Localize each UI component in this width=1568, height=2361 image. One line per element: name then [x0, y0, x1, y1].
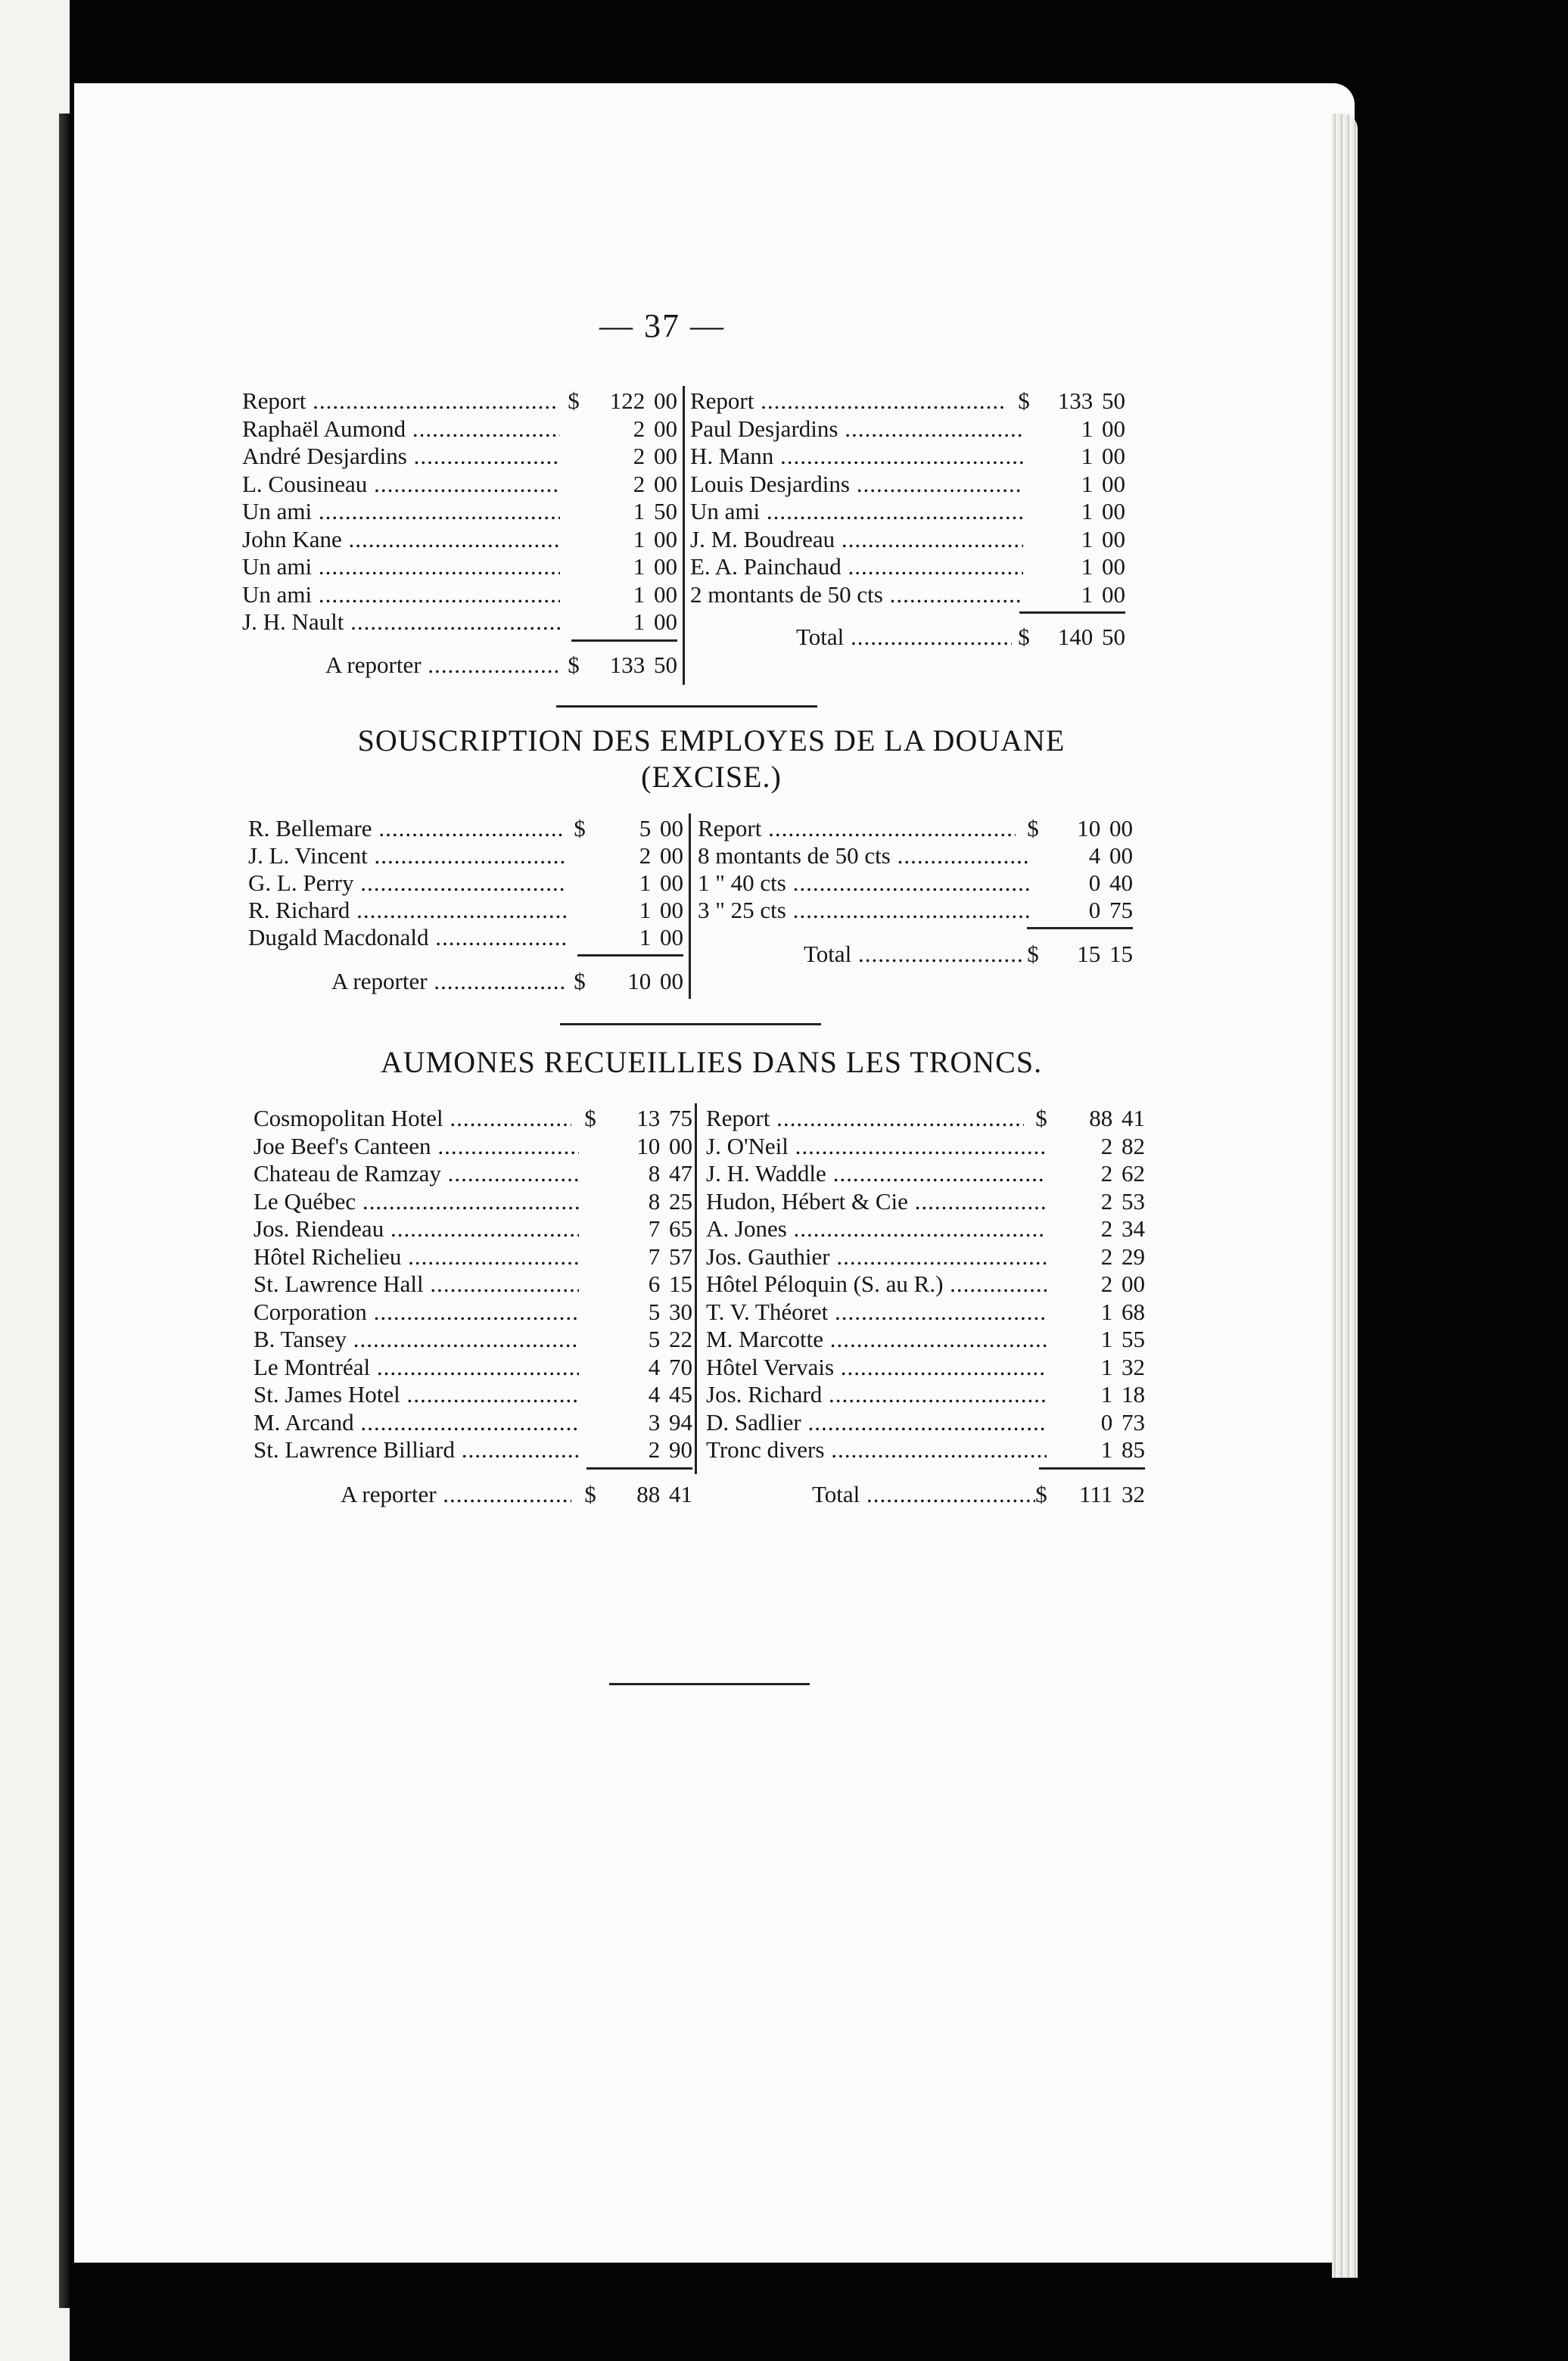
ledger-row [242, 607, 677, 637]
entry-amount: 140 50 [1057, 624, 1125, 650]
ledger-row [254, 1103, 692, 1134]
ledger-row [254, 1214, 692, 1244]
ledger-row [698, 841, 1133, 871]
entry-label: St. Lawrence Hall ..... [254, 1269, 579, 1299]
entry-label: Total ..... [796, 622, 1012, 652]
ledger-row [706, 1187, 1145, 1217]
entry-label: 2 montants de 50 cts ..... [690, 580, 1023, 610]
entry-amount: 4 70 [648, 1353, 692, 1380]
column-divider [689, 813, 691, 999]
entry-amount: 1 00 [633, 525, 677, 552]
ledger-row [248, 922, 683, 953]
entry-label: Jos. Riendeau ..... [254, 1214, 579, 1244]
carry-forward-row [325, 650, 677, 680]
entry-amount: 1 00 [639, 869, 683, 896]
ledger-row [706, 1324, 1145, 1355]
entry-amount: 1 00 [633, 608, 677, 635]
section-subtitle-excise: (EXCISE.) [641, 760, 782, 794]
entry-amount: 5 22 [648, 1326, 692, 1352]
entry-label: D. Sadlier ..... [706, 1408, 1047, 1438]
entry-label: M. Marcotte ..... [706, 1324, 1047, 1355]
entry-amount: 122 00 [609, 387, 677, 414]
ledger-row [706, 1131, 1145, 1162]
entry-amount: 2 90 [648, 1436, 692, 1463]
entry-amount: 0 73 [1100, 1408, 1145, 1436]
entry-label: Chateau de Ramzay ..... [254, 1159, 579, 1189]
entry-label: Hôtel Péloquin (S. au R.) ..... [706, 1269, 1047, 1299]
subtotal-rule [577, 954, 683, 957]
entry-amount: 1 00 [639, 924, 683, 950]
entry-amount: 2 00 [633, 470, 677, 497]
entry-amount: 2 00 [633, 443, 677, 469]
entry-amount: 15 15 [1077, 941, 1133, 967]
entry-label: G. L. Perry ..... [248, 868, 566, 898]
ledger-row [248, 868, 683, 898]
entry-amount: 5 30 [648, 1298, 692, 1325]
entry-amount: 4 45 [648, 1381, 692, 1408]
ledger-row [254, 1408, 692, 1438]
entry-label: L. Cousineau ..... [242, 469, 560, 499]
ledger-row [706, 1380, 1145, 1410]
entry-label: Jos. Gauthier ..... [706, 1242, 1047, 1272]
entry-amount: 1 32 [1100, 1353, 1145, 1380]
entry-amount: 2 62 [1100, 1160, 1145, 1187]
entry-amount: 2 00 [633, 415, 677, 442]
ledger-row [254, 1242, 692, 1272]
ledger-row [690, 414, 1125, 444]
entry-amount: 1 00 [1081, 470, 1125, 497]
entry-label: Total ..... [812, 1479, 1035, 1510]
carry-forward-row [331, 966, 683, 997]
ledger-row [254, 1324, 692, 1355]
ledger-row [242, 524, 677, 555]
entry-label: Hôtel Vervais ..... [706, 1352, 1047, 1383]
ledger-row [690, 469, 1125, 499]
entry-label: T. V. Théoret ..... [706, 1297, 1047, 1327]
dollar-sign: $ [584, 1480, 596, 1507]
entry-amount: 13 75 [636, 1105, 692, 1131]
column-divider [695, 1103, 697, 1474]
ledger-row [698, 813, 1133, 844]
entry-label: Cosmopolitan Hotel ..... [254, 1103, 571, 1134]
entry-label: J. L. Vincent ..... [248, 841, 566, 871]
section-divider [560, 1023, 821, 1025]
total-row [796, 622, 1125, 652]
entry-amount: 7 65 [648, 1215, 692, 1242]
entry-label: Un ami ..... [242, 552, 560, 582]
entry-label: Total ..... [804, 939, 1023, 969]
entry-label: Report ..... [698, 813, 1016, 844]
entry-amount: 1 50 [633, 498, 677, 524]
entry-amount: 133 50 [609, 651, 677, 678]
entry-amount: 1 00 [1081, 525, 1125, 552]
entry-amount: 2 00 [639, 842, 683, 869]
dollar-sign: $ [568, 387, 580, 414]
total-row [804, 939, 1133, 969]
ledger-row [254, 1159, 692, 1189]
section-title-douane: SOUSCRIPTION DES EMPLOYES DE LA DOUANE [357, 723, 1066, 757]
entry-label: B. Tansey ..... [254, 1324, 579, 1355]
ledger-row [706, 1408, 1145, 1438]
ledger-row [706, 1297, 1145, 1327]
entry-amount: 1 00 [633, 553, 677, 580]
ledger-row [690, 496, 1125, 527]
ledger-row [706, 1214, 1145, 1244]
ledger-row [242, 580, 677, 610]
entry-amount: 5 00 [639, 815, 683, 841]
ledger-row [242, 441, 677, 471]
ledger-row [242, 414, 677, 444]
entry-label: J. M. Boudreau ..... [690, 524, 1023, 555]
total-rule [1019, 611, 1125, 614]
dollar-sign: $ [1035, 1480, 1047, 1507]
entry-amount: 88 41 [1089, 1105, 1145, 1131]
entry-amount: 3 94 [648, 1408, 692, 1436]
entry-label: Louis Desjardins ..... [690, 469, 1023, 499]
ledger-row [242, 552, 677, 582]
entry-label: E. A. Painchaud ..... [690, 552, 1023, 582]
entry-label: J. H. Nault ..... [242, 607, 560, 637]
entry-amount: 7 57 [648, 1243, 692, 1270]
entry-label: St. James Hotel ..... [254, 1380, 579, 1410]
ledger-row [690, 524, 1125, 555]
ledger-row [254, 1187, 692, 1217]
entry-label: Le Québec ..... [254, 1187, 579, 1217]
entry-label: Corporation ..... [254, 1297, 579, 1327]
ledger-row [706, 1159, 1145, 1189]
ledger-row [254, 1435, 692, 1465]
ledger-row [690, 580, 1125, 610]
entry-label: André Desjardins ..... [242, 441, 560, 471]
entry-amount: 1 00 [1081, 498, 1125, 524]
entry-amount: 88 41 [636, 1480, 692, 1507]
entry-label: A. Jones ..... [706, 1214, 1047, 1244]
ledger-row [706, 1269, 1145, 1299]
book-gutter [59, 114, 70, 2308]
entry-amount: 2 00 [1100, 1271, 1145, 1297]
entry-amount: 1 00 [639, 897, 683, 923]
entry-amount: 0 40 [1088, 869, 1133, 896]
entry-amount: 1 00 [633, 580, 677, 608]
entry-amount: 1 00 [1081, 553, 1125, 580]
entry-label: 8 montants de 50 cts ..... [698, 841, 1031, 871]
ledger-row [690, 386, 1125, 416]
ledger-row [254, 1297, 692, 1327]
section-title-troncs: AUMONES RECUEILLIES DANS LES TRONCS. [380, 1045, 1043, 1079]
ledger-row [248, 841, 683, 871]
entry-label: Hôtel Richelieu ..... [254, 1242, 579, 1272]
end-rule [609, 1683, 810, 1685]
carry-forward-row [341, 1479, 692, 1510]
ledger-row [698, 895, 1133, 925]
dollar-sign: $ [568, 651, 580, 678]
entry-amount: 133 50 [1057, 387, 1125, 414]
ledger-row [248, 895, 683, 925]
ledger-row [254, 1269, 692, 1299]
entry-amount: 2 34 [1100, 1215, 1145, 1242]
ledger-row [242, 469, 677, 499]
column-divider [683, 386, 685, 685]
entry-amount: 8 47 [648, 1160, 692, 1187]
page-number: — 37 — [599, 307, 725, 344]
page-edge [1332, 114, 1358, 2278]
entry-label: Raphaël Aumond ..... [242, 414, 560, 444]
entry-amount: 6 15 [648, 1271, 692, 1297]
ledger-row [706, 1103, 1145, 1134]
entry-label: A reporter ..... [341, 1479, 571, 1510]
entry-label: Un ami ..... [242, 496, 560, 527]
entry-label: J. H. Waddle ..... [706, 1159, 1047, 1189]
entry-amount: 1 55 [1100, 1326, 1145, 1352]
entry-amount: 10 00 [1077, 815, 1133, 841]
ledger-row [690, 441, 1125, 471]
entry-label: R. Richard ..... [248, 895, 566, 925]
ledger-row [698, 868, 1133, 898]
entry-label: J. O'Neil ..... [706, 1131, 1047, 1162]
entry-label: Report ..... [242, 386, 556, 416]
entry-amount: 4 00 [1088, 842, 1133, 869]
ledger-row [706, 1352, 1145, 1383]
entry-label: Dugald Macdonald ..... [248, 922, 566, 953]
dollar-sign: $ [1035, 1105, 1047, 1131]
entry-amount: 1 00 [1081, 415, 1125, 442]
ledger-row [242, 386, 677, 416]
entry-label: Paul Desjardins ..... [690, 414, 1023, 444]
entry-amount: 1 85 [1100, 1436, 1145, 1463]
ledger-row [248, 813, 683, 844]
entry-label: A reporter ..... [331, 966, 565, 997]
entry-label: A reporter ..... [325, 650, 558, 680]
dollar-sign: $ [1027, 815, 1039, 841]
dollar-sign: $ [574, 815, 586, 841]
entry-label: Jos. Richard ..... [706, 1380, 1047, 1410]
entry-label: Report ..... [706, 1103, 1024, 1134]
entry-amount: 2 53 [1100, 1187, 1145, 1215]
entry-label: Le Montréal ..... [254, 1352, 579, 1383]
entry-amount: 1 18 [1100, 1381, 1145, 1408]
dollar-sign: $ [1018, 387, 1030, 414]
entry-label: M. Arcand ..... [254, 1408, 579, 1438]
entry-label: 3 " 25 cts ..... [698, 895, 1031, 925]
dollar-sign: $ [1018, 624, 1030, 650]
entry-amount: 2 82 [1100, 1132, 1145, 1159]
entry-amount: 1 68 [1100, 1298, 1145, 1325]
dollar-sign: $ [584, 1105, 596, 1131]
entry-label: St. Lawrence Billiard ..... [254, 1435, 579, 1465]
entry-label: John Kane ..... [242, 524, 560, 555]
entry-label: Report ..... [690, 386, 1006, 416]
subtotal-rule [586, 1467, 692, 1470]
entry-label: Un ami ..... [690, 496, 1023, 527]
ledger-row [706, 1435, 1145, 1465]
ledger-row [690, 552, 1125, 582]
total-rule [1027, 927, 1133, 929]
entry-label: Hudon, Hébert & Cie ..... [706, 1187, 1047, 1217]
dollar-sign: $ [574, 968, 586, 994]
entry-amount: 2 29 [1100, 1243, 1145, 1270]
entry-amount: 10 00 [627, 968, 683, 994]
ledger-row [254, 1380, 692, 1410]
subtotal-rule [571, 639, 677, 642]
entry-amount: 0 75 [1088, 897, 1133, 923]
entry-label: Joe Beef's Canteen ..... [254, 1131, 579, 1162]
entry-label: 1 " 40 cts ..... [698, 868, 1031, 898]
total-row [812, 1479, 1145, 1510]
ledger-row [242, 496, 677, 527]
entry-amount: 1 00 [1081, 443, 1125, 469]
ledger-row [254, 1352, 692, 1383]
entry-amount: 111 32 [1079, 1480, 1145, 1507]
entry-label: Tronc divers ..... [706, 1435, 1047, 1465]
entry-amount: 10 00 [636, 1132, 692, 1159]
dollar-sign: $ [1027, 941, 1039, 967]
ledger-row [254, 1131, 692, 1162]
entry-amount: 8 25 [648, 1187, 692, 1215]
entry-amount: 1 00 [1081, 580, 1125, 608]
ledger-row [706, 1242, 1145, 1272]
section-divider [556, 705, 817, 708]
entry-label: R. Bellemare ..... [248, 813, 562, 844]
total-rule [1039, 1467, 1145, 1470]
entry-label: H. Mann ..... [690, 441, 1023, 471]
entry-label: Un ami ..... [242, 580, 560, 610]
